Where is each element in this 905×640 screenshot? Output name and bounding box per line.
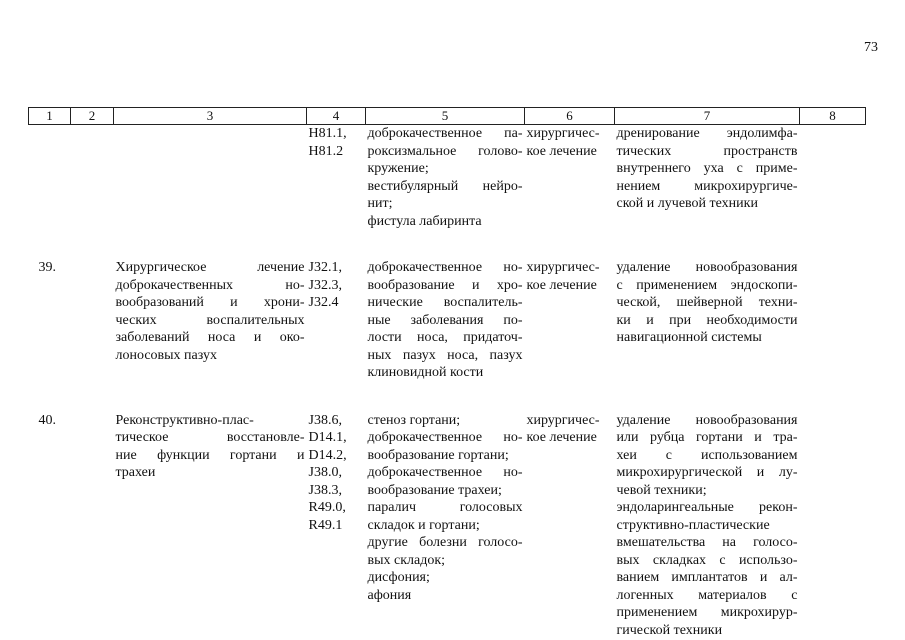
icd-code: J38.6,	[308, 412, 342, 428]
treatment-method-line: чевой техники;	[616, 482, 707, 498]
diagnosis-line: фистула лабиринта	[367, 213, 482, 229]
icd-code: J32.3,	[308, 277, 342, 293]
diagnosis-line: нит;	[367, 196, 393, 211]
treatment-method-line: структивно-пластические	[616, 517, 770, 533]
treatment-method-line: вмешательства на голосо-	[616, 535, 798, 550]
diagnosis-line: афония	[367, 587, 412, 603]
icd-code: R49.0,	[308, 500, 346, 515]
diagnosis-line: ные заболевания по-	[367, 312, 523, 328]
header-col-4: 4	[307, 108, 366, 125]
diagnosis-line: доброкачественное па-	[367, 126, 523, 141]
treatment-method-line: тических пространств	[616, 143, 798, 159]
header-col-8: 8	[800, 108, 866, 125]
row-col-8	[800, 412, 866, 640]
diagnosis-line: ных пазух носа, пазух	[367, 347, 523, 363]
icd-codes	[307, 412, 366, 640]
treatment-method-line: гической техники	[616, 622, 723, 638]
treatment-line: кое лечение	[526, 277, 597, 293]
treatment-line: хирургичес-	[526, 260, 600, 275]
treatment-method-line: внутреннего уха с приме-	[616, 161, 798, 176]
icd-code: J32.1,	[308, 260, 342, 275]
treatment-method-line: дренирование эндолимфа-	[616, 126, 798, 141]
treatment-method-line: удаление новообразования	[616, 412, 798, 428]
procedure-name-line: заболеваний носа и око-	[115, 330, 305, 345]
procedure-name-line: доброкачественных но-	[115, 277, 305, 293]
procedure-name	[114, 412, 307, 640]
procedure-name-line: тическое восстановле-	[115, 430, 305, 445]
treatment-method-line: ки и при необходимости	[616, 312, 798, 328]
procedure-name-line: вообразований и хрони-	[115, 295, 305, 310]
treatment-method-line: хеи с использованием	[616, 447, 798, 463]
row-col-8	[800, 259, 866, 412]
procedure-name-line: трахеи	[115, 465, 156, 480]
icd-code: D14.1,	[308, 430, 347, 445]
diagnosis-line: вообразование и хро-	[367, 277, 523, 293]
treatment-method-line: вых складках с использо-	[616, 552, 798, 568]
procedure-name	[114, 259, 307, 412]
diagnosis	[366, 259, 525, 412]
treatment-line: кое лечение	[526, 430, 597, 445]
treatment-method-line: ческой, шейверной техни-	[616, 295, 798, 310]
procedure-name	[114, 125, 307, 260]
treatment-method-line: удаление новообразования	[616, 260, 798, 275]
row-number: 39.	[38, 260, 56, 275]
diagnosis-line: вестибулярный нейро-	[367, 178, 523, 194]
icd-code: R49.1	[308, 517, 343, 533]
treatment-type	[525, 125, 615, 260]
diagnosis-line: дисфония;	[367, 570, 430, 585]
diagnosis-line: паралич голосовых	[367, 500, 523, 515]
table-row	[29, 125, 866, 260]
procedure-name-line: лоносовых пазух	[115, 347, 217, 363]
treatment-line: хирургичес-	[526, 412, 600, 428]
icd-code: H81.1,	[308, 126, 347, 141]
icd-codes	[307, 259, 366, 412]
table-body	[29, 125, 866, 640]
treatment-method-line: нением микрохирургиче-	[616, 178, 798, 194]
diagnosis-line: нические воспалитель-	[367, 295, 523, 310]
treatment-method-line: ванием имплантатов и ал-	[616, 570, 798, 585]
row-number: 40.	[38, 412, 56, 428]
diagnosis-line: доброкачественное но-	[367, 465, 523, 480]
diagnosis-line: лости носа, придаточ-	[367, 330, 523, 345]
diagnosis-line: вообразование трахеи;	[367, 482, 502, 498]
treatment-method	[615, 259, 800, 412]
table-row	[29, 259, 866, 412]
header-col-3: 3	[114, 108, 307, 125]
icd-code: H81.2	[308, 143, 344, 159]
diagnosis-line: другие болезни голосо-	[367, 535, 523, 550]
treatment-method-line: эндоларингеальные рекон-	[616, 500, 798, 515]
diagnosis-line: клиновидной кости	[367, 365, 484, 380]
row-number	[29, 125, 71, 260]
icd-code: J32.4	[308, 295, 339, 310]
treatment-method-line: микрохирургической и лу-	[616, 465, 798, 480]
diagnosis-line: роксизмальное голово-	[367, 143, 523, 159]
header-col-5: 5	[366, 108, 525, 125]
diagnosis	[366, 412, 525, 640]
header-col-7: 7	[615, 108, 800, 125]
icd-code: D14.2,	[308, 447, 347, 463]
icd-code: J38.0,	[308, 465, 342, 480]
diagnosis-line: доброкачественное но-	[367, 260, 523, 275]
header-row	[29, 108, 866, 125]
icd-codes	[307, 125, 366, 260]
treatment-method-line: с применением эндоскопи-	[616, 277, 798, 293]
treatment-line: хирургичес-	[526, 126, 600, 141]
row-col-2	[71, 125, 114, 260]
treatment-type	[525, 412, 615, 640]
treatment-method-line: логенных материалов с	[616, 587, 798, 603]
icd-code: J38.3,	[308, 482, 342, 498]
procedures-table	[28, 107, 866, 639]
treatment-method	[615, 125, 800, 260]
treatment-type	[525, 259, 615, 412]
diagnosis-line: складок и гортани;	[367, 517, 480, 533]
diagnosis-line: вообразование гортани;	[367, 447, 509, 463]
treatment-method-line: применением микрохирур-	[616, 605, 798, 620]
treatment-method-line: или рубца гортани и тра-	[616, 430, 798, 445]
treatment-line: кое лечение	[526, 143, 597, 159]
page-number: 73	[864, 40, 878, 55]
diagnosis-line: доброкачественное но-	[367, 430, 523, 445]
diagnosis-line: стеноз гортани;	[367, 412, 461, 428]
treatment-method-line: ской и лучевой техники	[616, 196, 758, 211]
procedure-name-line: Хирургическое лечение	[115, 260, 305, 275]
diagnosis	[366, 125, 525, 260]
treatment-method-line: навигационной системы	[616, 330, 762, 345]
row-col-2	[71, 412, 114, 640]
header-col-6: 6	[525, 108, 615, 125]
row-col-2	[71, 259, 114, 412]
procedure-name-line: ческих воспалительных	[115, 312, 305, 328]
row-col-8	[800, 125, 866, 260]
diagnosis-line: кружение;	[367, 161, 429, 176]
treatment-method	[615, 412, 800, 640]
header-col-2: 2	[71, 108, 114, 125]
diagnosis-line: вых складок;	[367, 552, 446, 568]
table-row	[29, 412, 866, 640]
header-col-1: 1	[29, 108, 71, 125]
procedure-name-line: Реконструктивно-плас-	[115, 412, 254, 428]
procedure-name-line: ние функции гортани и	[115, 447, 305, 463]
